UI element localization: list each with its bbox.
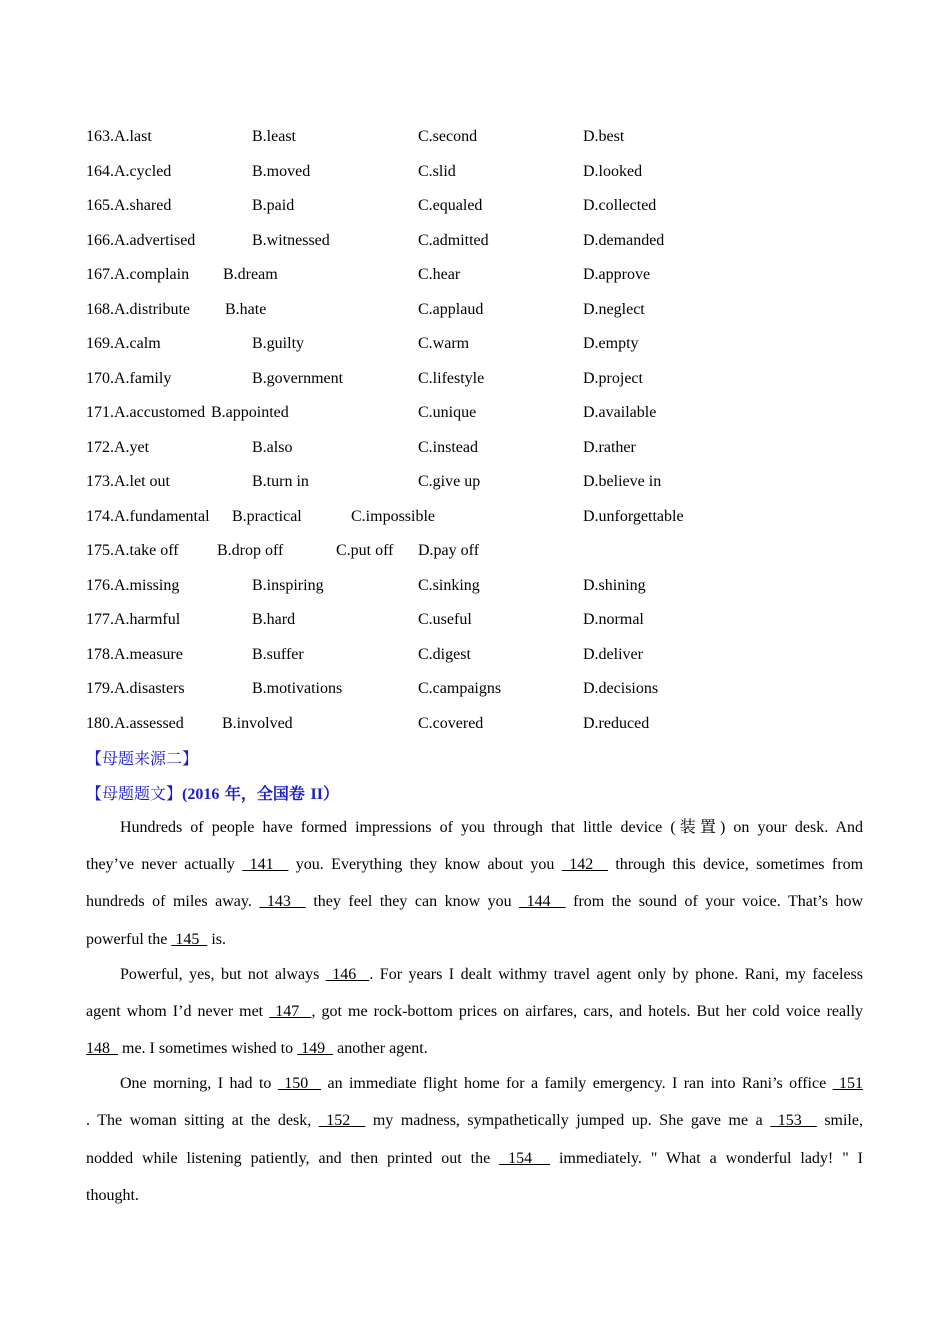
- question-number-option-a: 165.A.shared: [86, 197, 172, 214]
- source-heading: [86, 783, 339, 805]
- option-d: D.demanded: [583, 231, 665, 249]
- question-number-option-a: 166.A.advertised: [86, 231, 196, 249]
- question-number-option-a: 180.A.assessed: [86, 714, 184, 732]
- option-b: B.witnessed: [252, 231, 330, 249]
- passage-line: One morning, I had to 150 an immediate flight home for a family emergency. I ran into Rani’s office 151: [120, 1075, 864, 1092]
- question-number-option-a: 173.A.let out: [86, 473, 170, 490]
- blank-141: 141: [242, 856, 289, 873]
- question-number-option-a: 175.A.take off: [86, 542, 179, 559]
- blank-143: 143: [259, 893, 306, 910]
- option-b: B.drop off: [217, 542, 284, 559]
- option-b: B.inspiring: [252, 576, 324, 594]
- source-heading-close: II）: [310, 786, 339, 803]
- option-c: C.covered: [418, 714, 484, 732]
- question-number-option-a: 174.A.fundamental: [86, 507, 210, 525]
- blank-144: 144: [519, 893, 566, 910]
- option-d: D.pay off: [418, 542, 480, 559]
- option-b: B.moved: [252, 162, 311, 180]
- passage-line: thought.: [86, 1187, 139, 1204]
- option-b: B.involved: [222, 714, 293, 732]
- option-c: C.applaud: [418, 300, 484, 318]
- blank-142: 142: [561, 856, 608, 873]
- option-c: C.equaled: [418, 197, 483, 214]
- option-c: C.give up: [418, 473, 481, 490]
- blank-145: 145: [171, 931, 208, 948]
- blank-148: 148: [86, 1040, 118, 1057]
- passage-line: hundreds of miles away. 143 they feel they can know you 144 from the sound of your voice. That’s how: [86, 893, 864, 910]
- blank-154: 154: [499, 1150, 551, 1167]
- option-c: C.instead: [418, 438, 478, 456]
- option-d: D.normal: [583, 611, 644, 628]
- option-b: B.dream: [223, 266, 278, 283]
- passage-line: agent whom I’d never met 147 , got me rock-bottom prices on airfares, cars, and hotels. But her cold voice really: [86, 1003, 864, 1020]
- option-d: D.shining: [583, 576, 646, 594]
- option-d: D.unforgettable: [583, 507, 684, 525]
- option-b: B.practical: [232, 507, 302, 525]
- option-c: C.put off: [336, 542, 394, 559]
- option-d: D.project: [583, 369, 643, 387]
- passage-line: nodded while listening patiently, and then printed out the 154 immediately. " What a wonderful lady! " I: [86, 1150, 863, 1167]
- option-c: C.second: [418, 128, 478, 145]
- option-d: D.approve: [583, 266, 651, 283]
- option-d: D.deliver: [583, 645, 643, 663]
- option-c: C.admitted: [418, 231, 489, 249]
- option-c: C.lifestyle: [418, 369, 485, 387]
- option-d: D.rather: [583, 438, 636, 456]
- option-b: B.appointed: [211, 404, 289, 421]
- option-c: C.sinking: [418, 576, 480, 594]
- option-c: C.slid: [418, 162, 456, 180]
- source-heading-label: 【母题题文】: [86, 784, 183, 803]
- option-d: D.collected: [583, 197, 657, 214]
- option-d: D.empty: [583, 335, 639, 352]
- option-b: B.hate: [225, 300, 267, 318]
- blank-151: 151: [832, 1075, 864, 1092]
- question-number-option-a: 171.A.accustomed: [86, 404, 206, 421]
- blank-153: 153: [770, 1112, 817, 1129]
- question-number-option-a: 169.A.calm: [86, 335, 161, 352]
- blank-149: 149: [297, 1040, 334, 1057]
- question-number-option-a: 179.A.disasters: [86, 680, 185, 697]
- option-b: B.least: [252, 128, 296, 145]
- question-number-option-a: 176.A.missing: [86, 576, 180, 594]
- passage-line: Powerful, yes, but not always 146 . For years I dealt withmy travel agent only by phone. Rani, my faceless: [120, 966, 864, 983]
- option-d: D.looked: [583, 162, 643, 180]
- option-c: C.impossible: [351, 507, 436, 525]
- question-number-option-a: 167.A.complain: [86, 266, 190, 283]
- blank-150: 150: [277, 1075, 322, 1092]
- option-d: D.neglect: [583, 300, 645, 318]
- passage-line: 148 me. I sometimes wished to 149 another agent.: [86, 1040, 428, 1057]
- option-b: B.hard: [252, 611, 296, 628]
- question-number-option-a: 172.A.yet: [86, 438, 150, 456]
- question-number-option-a: 168.A.distribute: [86, 300, 190, 318]
- option-d: D.believe in: [583, 473, 662, 490]
- option-c: C.useful: [418, 611, 472, 628]
- option-d: D.available: [583, 404, 657, 421]
- question-number-option-a: 164.A.cycled: [86, 162, 172, 180]
- blank-147: 147: [269, 1003, 312, 1020]
- option-c: C.warm: [418, 335, 470, 352]
- option-b: B.paid: [252, 197, 295, 214]
- option-d: D.decisions: [583, 680, 659, 697]
- question-number-option-a: 177.A.harmful: [86, 611, 181, 628]
- option-b: B.turn in: [252, 473, 309, 490]
- question-number-option-a: 178.A.measure: [86, 645, 183, 663]
- passage-line: powerful the 145 is.: [86, 931, 226, 948]
- blank-152: 152: [318, 1112, 366, 1129]
- source-heading-open: (2016: [182, 786, 220, 803]
- option-c: C.unique: [418, 404, 477, 421]
- option-b: B.government: [252, 369, 344, 387]
- passage-line: Hundreds of people have formed impressions of you through that little device (装置) on your desk. And: [120, 819, 863, 836]
- passage-line: . The woman sitting at the desk, 152 my madness, sympathetically jumped up. She gave me a 153 smile,: [86, 1112, 863, 1129]
- option-d: D.best: [583, 128, 625, 145]
- section-heading: 【母题来源二】: [86, 749, 199, 768]
- blank-146: 146: [325, 966, 370, 983]
- source-heading-year: 年，全国卷: [219, 784, 311, 803]
- question-number-option-a: 170.A.family: [86, 369, 172, 387]
- option-b: B.suffer: [252, 645, 304, 663]
- option-c: C.hear: [418, 266, 461, 283]
- option-c: C.campaigns: [418, 680, 502, 697]
- option-b: B.guilty: [252, 335, 305, 352]
- option-b: B.also: [252, 438, 293, 456]
- passage-line: they’ve never actually 141 you. Everything they know about you 142 through this device, sometimes from: [86, 856, 864, 873]
- option-b: B.motivations: [252, 680, 343, 697]
- question-number-option-a: 163.A.last: [86, 128, 152, 145]
- option-c: C.digest: [418, 645, 471, 663]
- option-d: D.reduced: [583, 714, 650, 732]
